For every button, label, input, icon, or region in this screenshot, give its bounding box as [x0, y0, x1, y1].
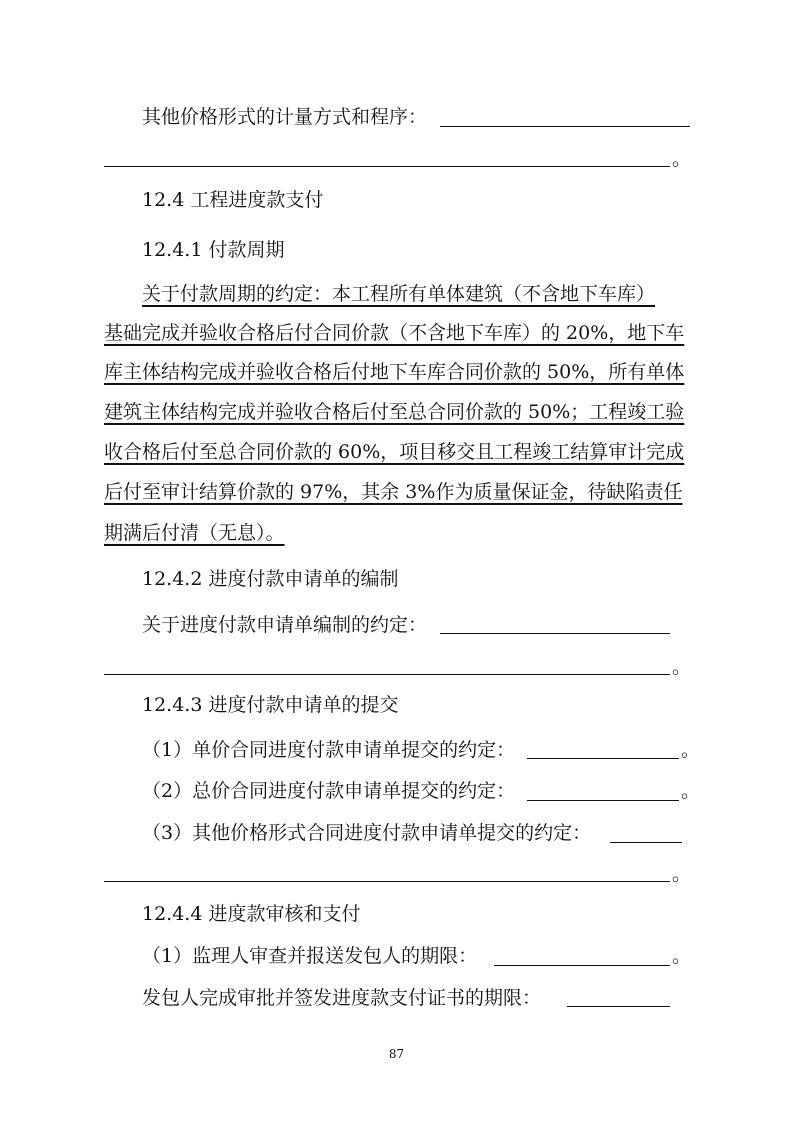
period: 。: [672, 863, 692, 885]
text-line: 关于进度付款申请单编制的约定：: [142, 614, 428, 636]
period: 。: [672, 148, 692, 170]
period: 。: [672, 945, 692, 967]
subsection-heading: 12.4.3 进度付款申请单的提交: [142, 694, 399, 716]
blank-line: [440, 126, 690, 127]
text-line: （3）其他价格形式合同进度付款申请单提交的约定：: [142, 822, 592, 844]
blank-line: [104, 166, 670, 167]
payment-clause-line: 收合格后付至总合同价款的 60%，项目移交且工程竣工结算审计完成: [104, 441, 685, 463]
period: 。: [681, 780, 701, 802]
subsection-heading: 12.4.1 付款周期: [142, 239, 285, 261]
blank-line: [104, 881, 670, 882]
payment-clause-line: 期满后付清（无息）。: [104, 522, 285, 544]
payment-clause-line: 库主体结构完成并验收合格后付地下车库合同价款的 50%，所有单体: [104, 361, 685, 383]
blank-line: [527, 758, 679, 759]
blank-line: [440, 633, 670, 634]
page-number: 87: [388, 1047, 405, 1061]
section-heading: 12.4 工程进度款支付: [142, 189, 324, 211]
text-line: 其他价格形式的计量方式和程序：: [142, 106, 428, 128]
text-line: （1）单价合同进度付款申请单提交的约定：: [142, 739, 516, 761]
blank-line: [567, 1006, 670, 1007]
payment-clause-line: 建筑主体结构完成并验收合格后付至总合同价款的 50%；工程竣工验: [104, 401, 685, 423]
text-line: （1）监理人审查并报送发包人的期限：: [142, 945, 478, 967]
payment-clause-line: 后付至审计结算价款的 97%，其余 3%作为质量保证金，待缺陷责任: [104, 481, 683, 503]
subsection-heading: 12.4.4 进度款审核和支付: [142, 903, 361, 925]
text-line: 发包人完成审批并签发进度款支付证书的期限：: [142, 987, 542, 1009]
subsection-heading: 12.4.2 进度付款申请单的编制: [142, 568, 399, 590]
blank-line: [610, 842, 682, 843]
blank-line: [527, 800, 679, 801]
payment-clause-line: 关于付款周期的约定：本工程所有单体建筑（不含地下车库）: [142, 283, 656, 305]
payment-clause-line: 基础完成并验收合格后付合同价款（不含地下车库）的 20%，地下车: [104, 322, 685, 344]
blank-line: [494, 965, 670, 966]
blank-line: [104, 674, 670, 675]
period: 。: [681, 739, 701, 761]
text-line: （2）总价合同进度付款申请单提交的约定：: [142, 780, 516, 802]
period: 。: [672, 656, 692, 678]
